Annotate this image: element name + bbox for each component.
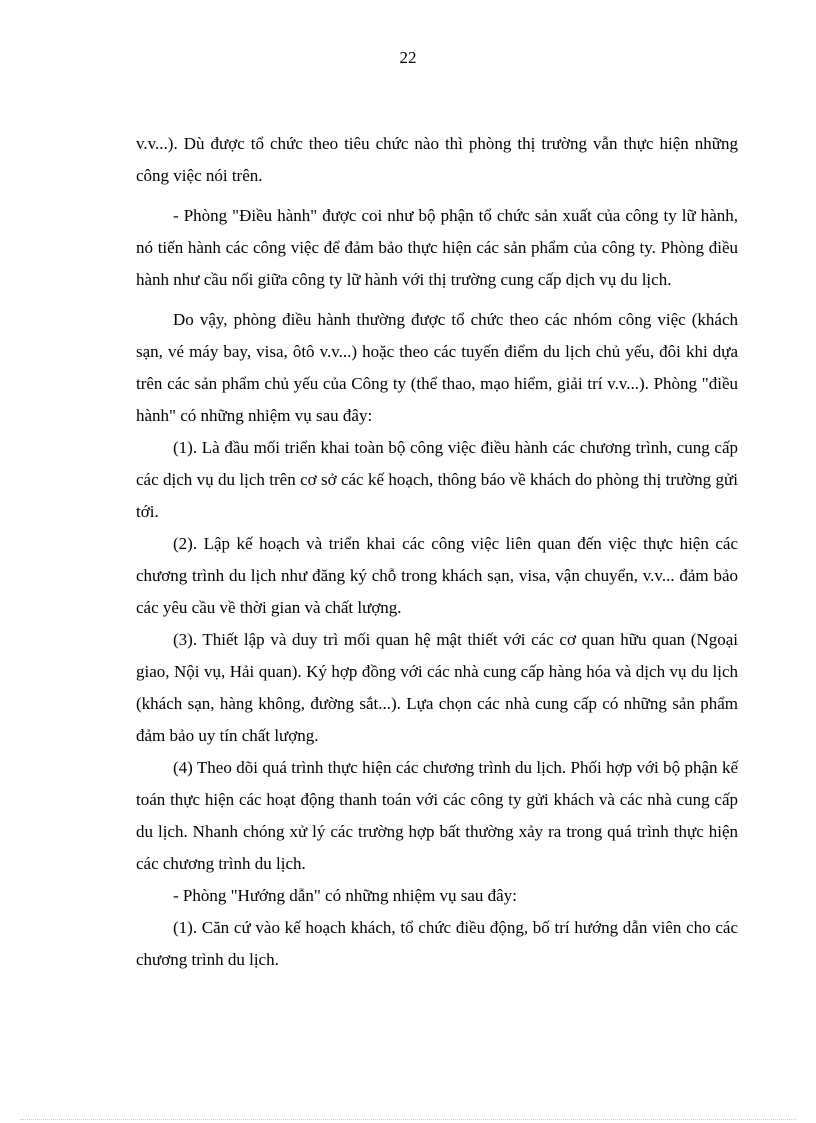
paragraph-task-1: (1). Là đầu mối triển khai toàn bộ công việc điều hành các chương trình, cung cấp các dịch vụ du lịch trên cơ sở các kế hoạch, thông báo về khách do phòng thị trường gửi tới. [136,438,738,521]
paragraph-task-4: (4) Theo dõi quá trình thực hiện các chương trình du lịch. Phối hợp với bộ phận kế toán thực hiện các hoạt động thanh toán với các công ty gửi khách và các nhà cung cấp du lịch. Nhanh chóng xử lý các trường hợp bất thường xảy ra trong quá trình thực hiện các chương trình du lịch. [136,758,738,873]
paragraph-task-3: (3). Thiết lập và duy trì mối quan hệ mật thiết với các cơ quan hữu quan (Ngoại giao, Nội vụ, Hải quan). Ký hợp đồng với các nhà cung cấp hàng hóa và dịch vụ du lịch (khách sạn, hàng không, đường sắt...). Lựa chọn các nhà cung cấp có những sản phẩm đảm bảo uy tín chất lượng. [136,630,738,745]
paragraph-huong-dan-intro: - Phòng "Hướng dẫn" có những nhiệm vụ sau đây: [173,886,517,905]
paragraph-continuation: v.v...). Dù được tổ chức theo tiêu chức nào thì phòng thị trường vẫn thực hiện những công việc nói trên. [136,134,738,185]
paragraph-huong-dan-task-1: (1). Căn cứ vào kế hoạch khách, tổ chức điều động, bố trí hướng dẫn viên cho các chương trình du lịch. [136,918,738,969]
paragraph-dieu-hanh-intro: - Phòng "Điều hành" được coi như bộ phận tổ chức sản xuất của công ty lữ hành, nó tiến hành các công việc để đảm bảo thực hiện các sản phẩm của công ty. Phòng điều hành như cầu nối giữa công ty lữ hành với thị trường cung cấp dịch vụ du lịch. [136,206,738,289]
page-bottom-divider [20,1119,796,1120]
paragraph-task-2: (2). Lập kế hoạch và triển khai các công việc liên quan đến việc thực hiện các chương trình du lịch như đăng ký chỗ trong khách sạn, visa, vận chuyển, v.v... đảm bảo các yêu cầu về thời gian và chất lượng. [136,534,738,617]
page-number: 22 [399,48,417,67]
document-body [136,128,738,976]
paragraph-dieu-hanh-organization: Do vậy, phòng điều hành thường được tổ chức theo các nhóm công việc (khách sạn, vé máy bay, visa, ôtô v.v...) hoặc theo các tuyến điểm du lịch chủ yếu, đôi khi dựa trên các sản phẩm chủ yếu của Công ty (thể thao, mạo hiểm, giải trí v.v...). Phòng "điều hành" có những nhiệm vụ sau đây: [136,310,738,425]
